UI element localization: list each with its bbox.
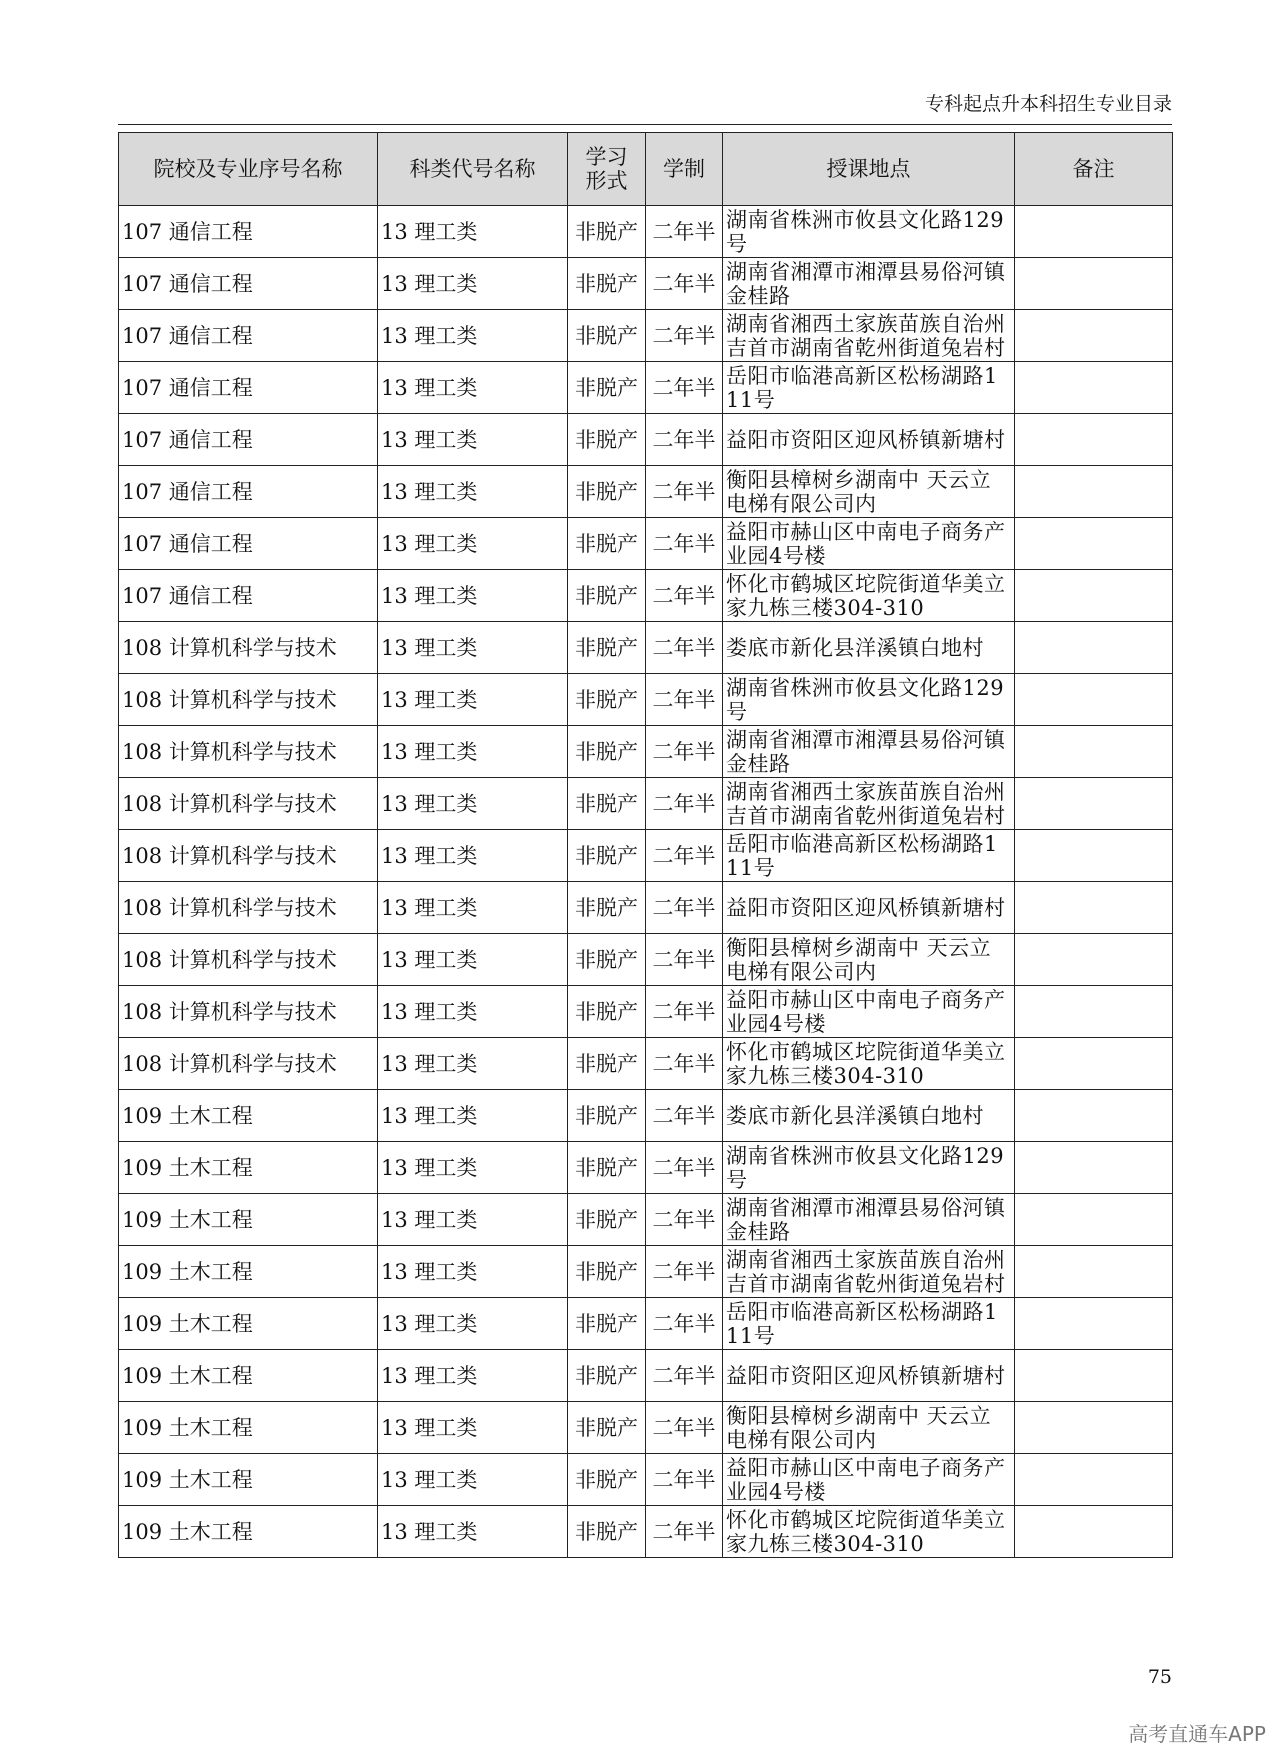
length-cell: 二年半 [646, 622, 723, 674]
page-header-title: 专科起点升本科招生专业目录 [924, 93, 1172, 115]
note-cell [1015, 674, 1173, 726]
form-cell: 非脱产 [568, 1350, 646, 1402]
form-cell: 非脱产 [568, 1090, 646, 1142]
table-row [119, 1246, 1173, 1298]
form-cell: 非脱产 [568, 882, 646, 934]
note-cell [1015, 414, 1173, 466]
category-cell: 13 理工类 [378, 362, 568, 414]
length-cell: 二年半 [646, 362, 723, 414]
table-row [119, 1506, 1173, 1558]
table-row [119, 1194, 1173, 1246]
note-cell [1015, 258, 1173, 310]
major-cell: 108 计算机科学与技术 [119, 674, 378, 726]
category-cell: 13 理工类 [378, 778, 568, 830]
length-cell: 二年半 [646, 726, 723, 778]
category-cell: 13 理工类 [378, 830, 568, 882]
table-row [119, 258, 1173, 310]
table-row [119, 414, 1173, 466]
form-cell: 非脱产 [568, 622, 646, 674]
location-cell: 湖南省湘潭市湘潭县易俗河镇金桂路 [723, 1194, 1015, 1246]
location-cell: 益阳市资阳区迎风桥镇新塘村 [723, 1350, 1015, 1402]
length-cell: 二年半 [646, 310, 723, 362]
note-cell [1015, 1298, 1173, 1350]
length-cell: 二年半 [646, 830, 723, 882]
category-cell: 13 理工类 [378, 258, 568, 310]
note-cell [1015, 1402, 1173, 1454]
location-cell: 衡阳县樟树乡湖南中 天云立电梯有限公司内 [723, 1402, 1015, 1454]
location-cell: 湖南省株洲市攸县文化路129号 [723, 674, 1015, 726]
major-cell: 108 计算机科学与技术 [119, 1038, 378, 1090]
form-cell: 非脱产 [568, 414, 646, 466]
table-row [119, 726, 1173, 778]
category-cell: 13 理工类 [378, 1506, 568, 1558]
category-cell: 13 理工类 [378, 570, 568, 622]
column-header-form-line-1: 学习 [585, 145, 628, 169]
major-cell: 108 计算机科学与技术 [119, 934, 378, 986]
form-cell: 非脱产 [568, 1246, 646, 1298]
form-cell: 非脱产 [568, 570, 646, 622]
table-row [119, 518, 1173, 570]
location-cell: 岳阳市临港高新区松杨湖路111号 [723, 362, 1015, 414]
location-cell: 娄底市新化县洋溪镇白地村 [723, 622, 1015, 674]
form-cell: 非脱产 [568, 726, 646, 778]
location-cell: 衡阳县樟树乡湖南中 天云立电梯有限公司内 [723, 466, 1015, 518]
major-cell: 109 土木工程 [119, 1402, 378, 1454]
length-cell: 二年半 [646, 1298, 723, 1350]
location-cell: 益阳市资阳区迎风桥镇新塘村 [723, 882, 1015, 934]
category-cell: 13 理工类 [378, 986, 568, 1038]
watermark: 高考直通车APP [1128, 1722, 1266, 1746]
length-cell: 二年半 [646, 518, 723, 570]
table-row [119, 1454, 1173, 1506]
form-cell: 非脱产 [568, 1454, 646, 1506]
category-cell: 13 理工类 [378, 1246, 568, 1298]
category-cell: 13 理工类 [378, 674, 568, 726]
category-cell: 13 理工类 [378, 1038, 568, 1090]
form-cell: 非脱产 [568, 986, 646, 1038]
note-cell [1015, 518, 1173, 570]
location-cell: 湖南省株洲市攸县文化路129号 [723, 206, 1015, 258]
length-cell: 二年半 [646, 1038, 723, 1090]
note-cell [1015, 206, 1173, 258]
note-cell [1015, 362, 1173, 414]
length-cell: 二年半 [646, 1454, 723, 1506]
category-cell: 13 理工类 [378, 466, 568, 518]
length-cell: 二年半 [646, 778, 723, 830]
table-row [119, 934, 1173, 986]
category-cell: 13 理工类 [378, 206, 568, 258]
note-cell [1015, 882, 1173, 934]
note-cell [1015, 778, 1173, 830]
location-cell: 怀化市鹤城区坨院街道华美立家九栋三楼304-310 [723, 570, 1015, 622]
location-cell: 湖南省湘西土家族苗族自治州吉首市湖南省乾州街道兔岩村 [723, 1246, 1015, 1298]
location-cell: 衡阳县樟树乡湖南中 天云立电梯有限公司内 [723, 934, 1015, 986]
column-header-location: 授课地点 [723, 133, 1015, 206]
major-cell: 109 土木工程 [119, 1454, 378, 1506]
table-body [119, 206, 1173, 1558]
category-cell: 13 理工类 [378, 1350, 568, 1402]
category-cell: 13 理工类 [378, 1142, 568, 1194]
category-cell: 13 理工类 [378, 1402, 568, 1454]
location-cell: 益阳市资阳区迎风桥镇新塘村 [723, 414, 1015, 466]
table-row [119, 882, 1173, 934]
category-cell: 13 理工类 [378, 414, 568, 466]
length-cell: 二年半 [646, 1350, 723, 1402]
major-cell: 109 土木工程 [119, 1246, 378, 1298]
location-cell: 娄底市新化县洋溪镇白地村 [723, 1090, 1015, 1142]
location-cell: 湖南省株洲市攸县文化路129号 [723, 1142, 1015, 1194]
form-cell: 非脱产 [568, 310, 646, 362]
form-cell: 非脱产 [568, 1142, 646, 1194]
table-row [119, 1090, 1173, 1142]
note-cell [1015, 1246, 1173, 1298]
header-rule [118, 124, 1172, 125]
major-cell: 107 通信工程 [119, 362, 378, 414]
column-header-form-line-2: 形式 [585, 169, 628, 193]
category-cell: 13 理工类 [378, 934, 568, 986]
table-row [119, 674, 1173, 726]
note-cell [1015, 1194, 1173, 1246]
length-cell: 二年半 [646, 674, 723, 726]
length-cell: 二年半 [646, 258, 723, 310]
table-row [119, 1350, 1173, 1402]
note-cell [1015, 1506, 1173, 1558]
note-cell [1015, 1350, 1173, 1402]
table-row [119, 570, 1173, 622]
length-cell: 二年半 [646, 1402, 723, 1454]
length-cell: 二年半 [646, 1194, 723, 1246]
category-cell: 13 理工类 [378, 882, 568, 934]
major-cell: 108 计算机科学与技术 [119, 882, 378, 934]
note-cell [1015, 466, 1173, 518]
major-cell: 108 计算机科学与技术 [119, 622, 378, 674]
major-cell: 107 通信工程 [119, 206, 378, 258]
form-cell: 非脱产 [568, 1038, 646, 1090]
note-cell [1015, 1090, 1173, 1142]
location-cell: 湖南省湘潭市湘潭县易俗河镇金桂路 [723, 726, 1015, 778]
catalog-table [118, 132, 1173, 1558]
page-number: 75 [1147, 1666, 1172, 1688]
location-cell: 湖南省湘潭市湘潭县易俗河镇金桂路 [723, 258, 1015, 310]
note-cell [1015, 570, 1173, 622]
column-header-length: 学制 [646, 133, 723, 206]
location-cell: 怀化市鹤城区坨院街道华美立家九栋三楼304-310 [723, 1038, 1015, 1090]
note-cell [1015, 622, 1173, 674]
table-row [119, 778, 1173, 830]
table-row [119, 986, 1173, 1038]
note-cell [1015, 726, 1173, 778]
length-cell: 二年半 [646, 1090, 723, 1142]
table-row [119, 1298, 1173, 1350]
length-cell: 二年半 [646, 934, 723, 986]
form-cell: 非脱产 [568, 258, 646, 310]
column-header-form [568, 133, 646, 206]
category-cell: 13 理工类 [378, 1454, 568, 1506]
table-row [119, 310, 1173, 362]
column-header-note: 备注 [1015, 133, 1173, 206]
form-cell: 非脱产 [568, 934, 646, 986]
note-cell [1015, 1454, 1173, 1506]
major-cell: 109 土木工程 [119, 1194, 378, 1246]
note-cell [1015, 1142, 1173, 1194]
column-header-major: 院校及专业序号名称 [119, 133, 378, 206]
location-cell: 怀化市鹤城区坨院街道华美立家九栋三楼304-310 [723, 1506, 1015, 1558]
major-cell: 107 通信工程 [119, 310, 378, 362]
location-cell: 益阳市赫山区中南电子商务产业园4号楼 [723, 1454, 1015, 1506]
note-cell [1015, 1038, 1173, 1090]
major-cell: 109 土木工程 [119, 1090, 378, 1142]
form-cell: 非脱产 [568, 778, 646, 830]
category-cell: 13 理工类 [378, 310, 568, 362]
form-cell: 非脱产 [568, 1298, 646, 1350]
column-header-category: 科类代号名称 [378, 133, 568, 206]
major-cell: 109 土木工程 [119, 1350, 378, 1402]
form-cell: 非脱产 [568, 466, 646, 518]
table-row [119, 1038, 1173, 1090]
location-cell: 湖南省湘西土家族苗族自治州吉首市湖南省乾州街道兔岩村 [723, 778, 1015, 830]
note-cell [1015, 830, 1173, 882]
length-cell: 二年半 [646, 206, 723, 258]
category-cell: 13 理工类 [378, 622, 568, 674]
category-cell: 13 理工类 [378, 1298, 568, 1350]
category-cell: 13 理工类 [378, 1090, 568, 1142]
major-cell: 109 土木工程 [119, 1298, 378, 1350]
length-cell: 二年半 [646, 466, 723, 518]
table-row [119, 1402, 1173, 1454]
form-cell: 非脱产 [568, 674, 646, 726]
form-cell: 非脱产 [568, 206, 646, 258]
form-cell: 非脱产 [568, 830, 646, 882]
major-cell: 108 计算机科学与技术 [119, 830, 378, 882]
location-cell: 岳阳市临港高新区松杨湖路111号 [723, 1298, 1015, 1350]
table-row [119, 206, 1173, 258]
location-cell: 益阳市赫山区中南电子商务产业园4号楼 [723, 518, 1015, 570]
location-cell: 益阳市赫山区中南电子商务产业园4号楼 [723, 986, 1015, 1038]
location-cell: 湖南省湘西土家族苗族自治州吉首市湖南省乾州街道兔岩村 [723, 310, 1015, 362]
major-cell: 107 通信工程 [119, 466, 378, 518]
form-cell: 非脱产 [568, 362, 646, 414]
major-cell: 108 计算机科学与技术 [119, 726, 378, 778]
length-cell: 二年半 [646, 570, 723, 622]
note-cell [1015, 986, 1173, 1038]
major-cell: 108 计算机科学与技术 [119, 778, 378, 830]
major-cell: 109 土木工程 [119, 1506, 378, 1558]
category-cell: 13 理工类 [378, 518, 568, 570]
length-cell: 二年半 [646, 1142, 723, 1194]
length-cell: 二年半 [646, 986, 723, 1038]
major-cell: 107 通信工程 [119, 414, 378, 466]
location-cell: 岳阳市临港高新区松杨湖路111号 [723, 830, 1015, 882]
form-cell: 非脱产 [568, 518, 646, 570]
note-cell [1015, 310, 1173, 362]
form-cell: 非脱产 [568, 1506, 646, 1558]
major-cell: 109 土木工程 [119, 1142, 378, 1194]
table-row [119, 830, 1173, 882]
table-row [119, 362, 1173, 414]
major-cell: 107 通信工程 [119, 258, 378, 310]
table-row [119, 466, 1173, 518]
major-cell: 107 通信工程 [119, 518, 378, 570]
table-header-row [119, 133, 1173, 206]
length-cell: 二年半 [646, 1506, 723, 1558]
table-row [119, 1142, 1173, 1194]
length-cell: 二年半 [646, 1246, 723, 1298]
major-cell: 107 通信工程 [119, 570, 378, 622]
category-cell: 13 理工类 [378, 1194, 568, 1246]
length-cell: 二年半 [646, 882, 723, 934]
category-cell: 13 理工类 [378, 726, 568, 778]
form-cell: 非脱产 [568, 1402, 646, 1454]
major-cell: 108 计算机科学与技术 [119, 986, 378, 1038]
form-cell: 非脱产 [568, 1194, 646, 1246]
length-cell: 二年半 [646, 414, 723, 466]
table-row [119, 622, 1173, 674]
note-cell [1015, 934, 1173, 986]
